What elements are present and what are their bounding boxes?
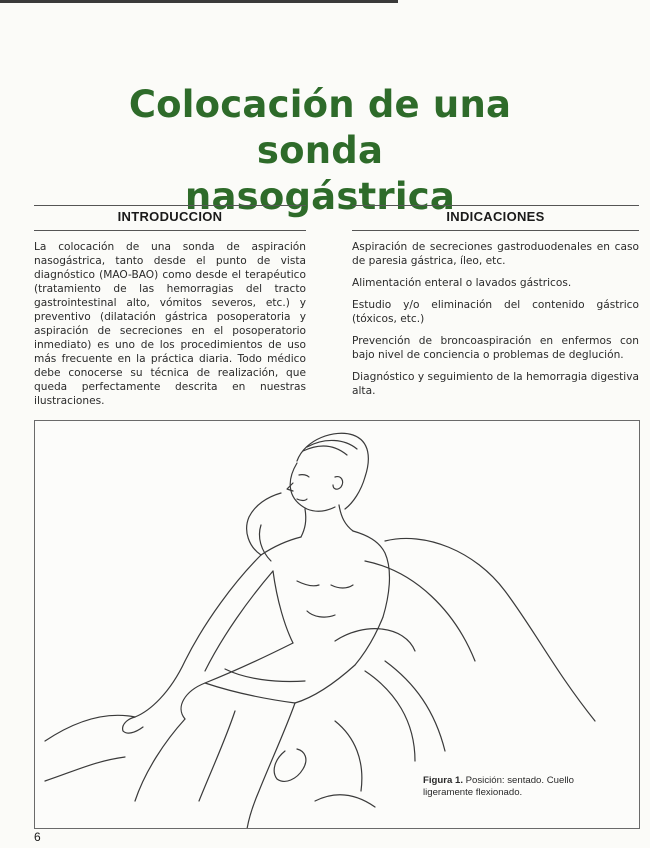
patient-seated-illustration [35, 421, 640, 829]
introduccion-text: La colocación de una sonda de aspiración nasogástrica, tanto desde el punto de vista diagnóstico (MAO-BAO) como desde el terapéutico (tratamiento de las hemorragias del tracto gastrointestinal alto, vómitos severos, etc.) y preventivo (dilatación gástrica posoperatoria y aspiración de secreciones en el posoperatorio inmediato) es uno de los procedimientos de uso más frecuente en la práctica diaria. Todo médico debe conocerse su técnica de realización, que queda perfectamente descrita en nuestras ilustraciones. [34, 241, 306, 407]
introduccion-heading-bar [34, 205, 306, 231]
indicacion-item: Alimentación enteral o lavados gástricos. [352, 277, 572, 289]
title-line-1: Colocación de una sonda [128, 83, 512, 172]
figure-caption [423, 775, 623, 799]
indicaciones-section [352, 205, 639, 398]
indicacion-item: Diagnóstico y seguimiento de la hemorragia digestiva alta. [352, 371, 639, 397]
top-rule [0, 0, 398, 3]
page-title [60, 82, 580, 220]
indicaciones-heading-bar [352, 205, 639, 231]
introduccion-heading: INTRODUCCION [117, 209, 223, 224]
introduccion-section [34, 205, 306, 408]
page-number: 6 [34, 830, 41, 844]
indicacion-item: Aspiración de secreciones gastroduodenales en caso de paresia gástrica, íleo, etc. [352, 241, 639, 267]
figure-label: Figura 1. [423, 775, 463, 786]
indicaciones-heading: INDICACIONES [446, 209, 545, 224]
figure-caption-text: Posición: sentado. Cuello ligeramente flexionado. [423, 775, 574, 798]
indicacion-item: Estudio y/o eliminación del contenido gástrico (tóxicos, etc.) [352, 299, 639, 325]
title-line-2: nasogástrica [184, 175, 456, 218]
indicacion-item: Prevención de broncoaspiración en enfermos con bajo nivel de conciencia o problemas de deglución. [352, 335, 639, 361]
figure-1 [34, 420, 640, 829]
